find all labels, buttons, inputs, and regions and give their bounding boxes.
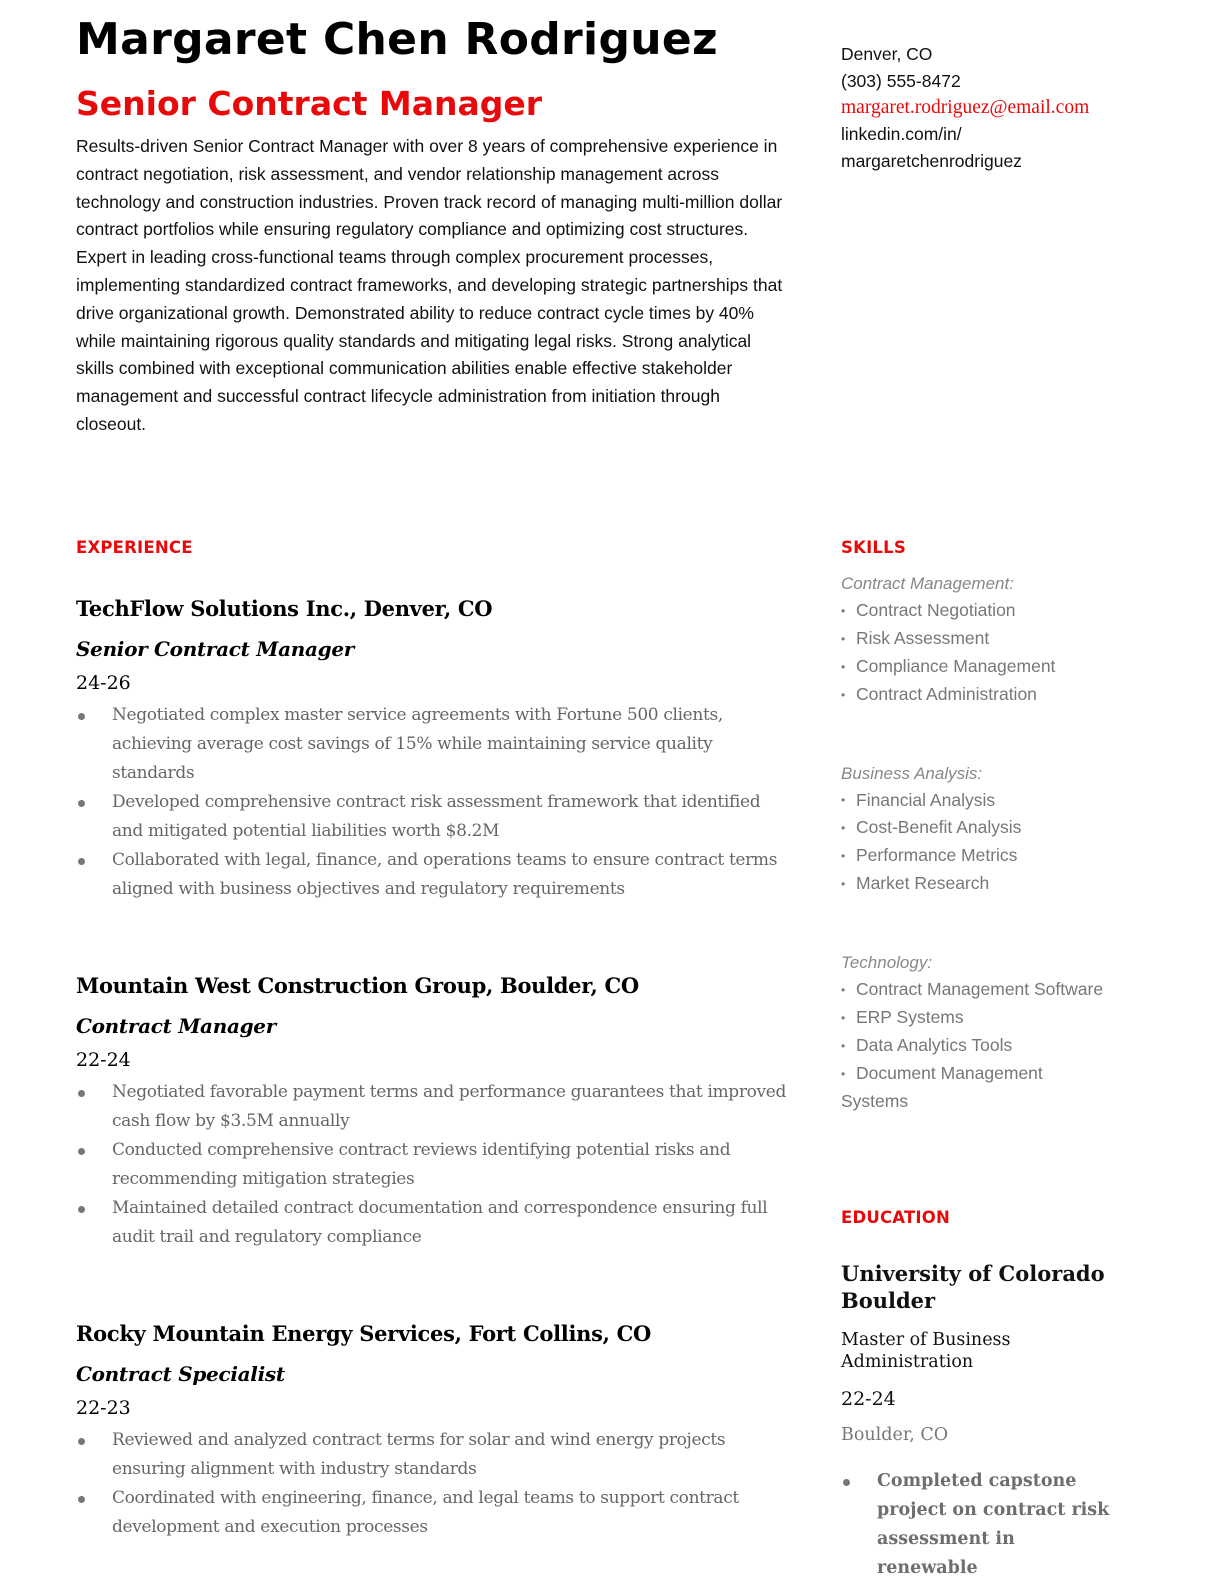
- bullet-icon: •: [841, 793, 846, 808]
- skill-label: Data Analytics Tools: [856, 1034, 1013, 1055]
- bullet-text: Collaborated with legal, finance, and operations teams to ensure contract terms aligned with business objectives and regulatory requirements: [112, 850, 778, 899]
- skill-label: Contract Negotiation: [856, 600, 1016, 620]
- skill-category: Business Analysis:: [841, 763, 983, 783]
- bullet-icon: •: [841, 603, 846, 618]
- education-location: Boulder, CO: [841, 1425, 949, 1445]
- job-role: Senior Contract Manager: [76, 637, 355, 661]
- company-name: TechFlow Solutions Inc., Denver, CO: [76, 596, 493, 621]
- bullet-item: [76, 846, 786, 904]
- bullet-icon: [78, 858, 85, 865]
- education-bullets: [841, 1467, 1121, 1583]
- bullet-item: [76, 1484, 786, 1542]
- skills-list: [841, 570, 1111, 1166]
- bullet-icon: •: [841, 982, 846, 997]
- bullet-icon: [78, 1438, 85, 1445]
- bullet-text: Maintained detailed contract documentation and correspondence ensuring full audit trail and regulatory compliance: [112, 1198, 768, 1247]
- skill-item: [841, 814, 1111, 842]
- bullet-text: Reviewed and analyzed contract terms for solar and wind energy projects ensuring alignment with industry standards: [112, 1430, 726, 1479]
- bullet-icon: [78, 713, 85, 720]
- job-dates: 22-24: [76, 1049, 131, 1071]
- experience-entry: [76, 1319, 786, 1542]
- skill-category: Contract Management:: [841, 574, 1014, 593]
- linkedin-line-1: linkedin.com/in/: [841, 124, 962, 144]
- skill-group: [841, 949, 1111, 1115]
- skill-label: Compliance Management: [856, 655, 1056, 676]
- skill-label: Contract Management Software: [856, 979, 1104, 999]
- skill-item: [841, 681, 1111, 709]
- bullet-icon: •: [841, 877, 846, 891]
- skill-item: [841, 870, 1111, 898]
- bullet-item: [76, 788, 786, 846]
- bullet-text: Conducted comprehensive contract reviews identifying potential risks and recommending mitigation strategies: [112, 1140, 731, 1189]
- job-role: Contract Specialist: [76, 1362, 285, 1386]
- education-dates: 22-24: [841, 1388, 896, 1410]
- skill-group: [841, 760, 1111, 899]
- skill-label: Financial Analysis: [856, 789, 996, 810]
- bullet-icon: •: [841, 821, 846, 836]
- company-name: Rocky Mountain Energy Services, Fort Collins, CO: [76, 1321, 652, 1346]
- skill-label: ERP Systems: [856, 1006, 964, 1027]
- skill-label: Market Research: [856, 873, 990, 894]
- bullet-icon: •: [841, 1066, 846, 1081]
- skill-label: Cost-Benefit Analysis: [856, 817, 1022, 838]
- job-bullets: [76, 701, 786, 904]
- bullet-icon: [78, 1090, 85, 1097]
- skill-item: [841, 1004, 1111, 1032]
- bullet-icon: [78, 1148, 85, 1155]
- degree: Master of Business Administration: [841, 1330, 1011, 1372]
- skill-item: [841, 625, 1111, 653]
- bullet-text: Coordinated with engineering, finance, and legal teams to support contract development and execution processes: [112, 1488, 739, 1537]
- professional-summary: Results-driven Senior Contract Manager with over 8 years of comprehensive experience in contract negotiation, risk assessment, and vendor relationship management across technology and construction industries. Proven track record of managing multi-million dollar contract portfolios while ensuring regulatory compliance and optimizing cost structures. Expert in leading cross-functional teams through complex procurement processes, implementing standardized contract frameworks, and developing strategic partnerships that drive organizational growth. Demonstrated ability to reduce contract cycle times by 40% while maintaining rigorous quality standards and mitigating legal risks. Strong analytical skills combined with exceptional communication abilities enable effective stakeholder management and successful contract lifecycle administration from initiation through closeout.: [76, 136, 783, 434]
- skill-group: [841, 570, 1111, 709]
- job-bullets: [76, 1426, 786, 1542]
- contact-email-link[interactable]: margaret.rodriguez@email.com: [841, 97, 1090, 118]
- company-name: Mountain West Construction Group, Boulder, CO: [76, 973, 639, 998]
- bullet-icon: •: [841, 1038, 846, 1053]
- skill-label: Performance Metrics: [856, 845, 1018, 866]
- education-heading: EDUCATION: [841, 1208, 950, 1227]
- contact-block: [841, 41, 1111, 175]
- bullet-icon: [843, 1479, 850, 1486]
- bullet-item: [76, 1078, 786, 1136]
- skill-item: [841, 842, 1111, 870]
- bullet-item: [76, 1136, 786, 1194]
- skills-heading: SKILLS: [841, 538, 906, 557]
- bullet-text: Negotiated complex master service agreements with Fortune 500 clients, achieving average cost savings of 15% while maintaining service quality standards: [112, 705, 723, 783]
- bullet-icon: [78, 1496, 85, 1503]
- experience-entry: [76, 971, 786, 1252]
- bullet-icon: •: [841, 687, 846, 702]
- job-dates: 22-23: [76, 1397, 131, 1419]
- bullet-item: [76, 701, 786, 788]
- bullet-icon: [78, 1206, 85, 1213]
- skill-item: [841, 1032, 1111, 1060]
- contact-linkedin-link[interactable]: [841, 121, 1111, 175]
- candidate-title: Senior Contract Manager: [76, 84, 543, 123]
- school-name: University of Colorado Boulder: [841, 1261, 1105, 1313]
- skill-item: [841, 976, 1111, 1004]
- skill-label: Contract Administration: [856, 683, 1037, 704]
- bullet-icon: •: [841, 1010, 846, 1025]
- bullet-item: [841, 1467, 1121, 1583]
- bullet-item: [76, 1194, 786, 1252]
- bullet-text: Developed comprehensive contract risk assessment framework that identified and mitigated potential liabilities worth $8.2M: [112, 792, 761, 841]
- bullet-icon: [78, 800, 85, 807]
- job-dates: 24-26: [76, 672, 131, 694]
- experience-entry: [76, 594, 786, 904]
- skill-label: Risk Assessment: [856, 627, 990, 648]
- skill-item: [841, 787, 1111, 815]
- job-role: Contract Manager: [76, 1014, 276, 1038]
- bullet-icon: •: [841, 849, 846, 864]
- candidate-name: Margaret Chen Rodriguez: [76, 14, 718, 65]
- skill-item: [841, 1060, 1111, 1115]
- experience-heading: EXPERIENCE: [76, 538, 193, 557]
- bullet-item: [76, 1426, 786, 1484]
- linkedin-line-2: margaretchenrodriguez: [841, 151, 1022, 171]
- bullet-text: Completed capstone project on contract risk assessment in renewable: [877, 1471, 1110, 1578]
- contact-phone: (303) 555-8472: [841, 71, 961, 91]
- bullet-text: Negotiated favorable payment terms and performance guarantees that improved cash flow by $3.5M annually: [112, 1082, 786, 1131]
- bullet-icon: •: [841, 659, 846, 674]
- skill-label: Document Management Systems: [841, 1062, 1043, 1111]
- job-bullets: [76, 1078, 786, 1252]
- skill-category: Technology:: [841, 953, 933, 972]
- education-entry: [841, 1260, 1121, 1583]
- skill-item: [841, 597, 1111, 625]
- contact-location: Denver, CO: [841, 44, 933, 64]
- skill-item: [841, 653, 1111, 681]
- bullet-icon: •: [841, 631, 846, 646]
